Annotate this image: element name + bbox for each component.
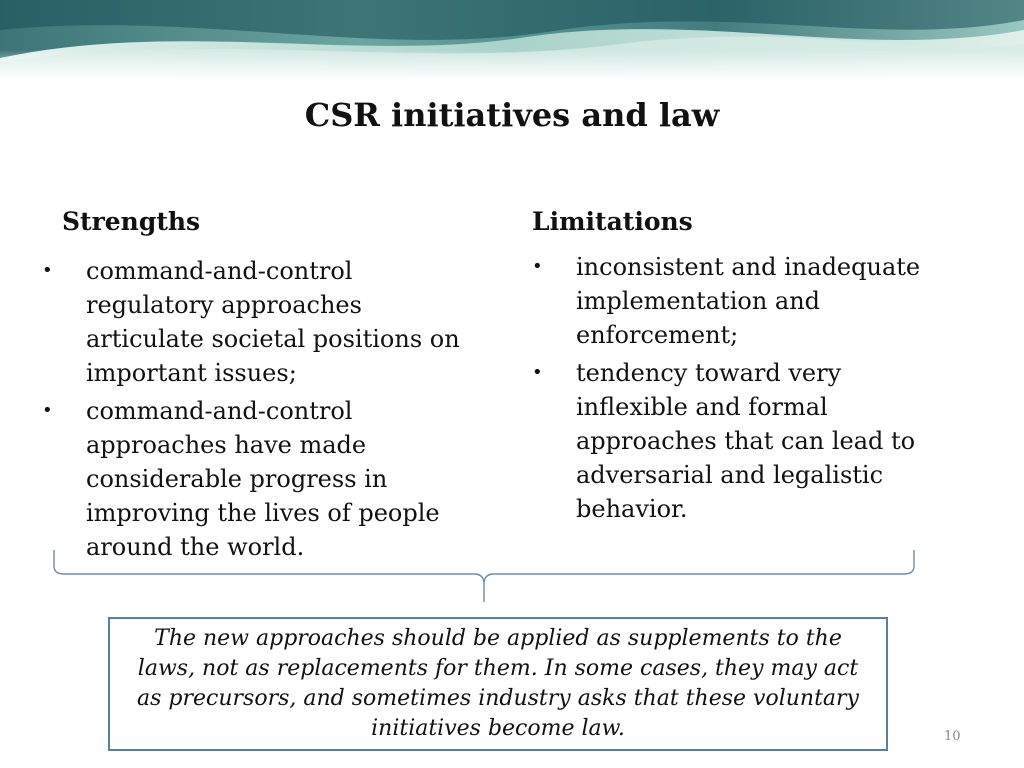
page-number: 10 <box>944 729 961 744</box>
limitations-heading: Limitations <box>532 207 693 236</box>
strengths-list <box>40 254 480 568</box>
curly-brace-connector <box>52 548 918 604</box>
limitations-bullet <box>530 356 930 526</box>
slide-title: CSR initiatives and law <box>304 96 720 134</box>
strengths-bullet <box>40 394 480 564</box>
bullet-icon: • <box>532 362 543 383</box>
limitations-bullet-text: inconsistent and inadequate implementation and enforcement; <box>576 253 921 349</box>
decorative-wave-banner <box>0 0 1024 80</box>
strengths-bullet-text: command-and-control approaches have made considerable progress in improving the lives of people around the world. <box>86 397 440 561</box>
bullet-icon: • <box>532 256 543 277</box>
strengths-heading: Strengths <box>62 207 201 236</box>
limitations-bullet-text: tendency toward very inflexible and formal approaches that can lead to adversarial and legalistic behavior. <box>576 359 916 523</box>
limitations-bullet <box>530 250 930 352</box>
strengths-bullet <box>40 254 480 390</box>
limitations-list <box>530 250 930 530</box>
callout-box <box>108 617 888 751</box>
bullet-icon: • <box>42 260 53 281</box>
bullet-icon: • <box>42 400 53 421</box>
strengths-bullet-text: command-and-control regulatory approaches articulate societal positions on important issues; <box>86 257 460 387</box>
callout-text: The new approaches should be applied as supplements to the laws, not as replacements for them. In some cases, they may act as precursors, and sometimes industry asks that these voluntary initiatives become law. <box>137 626 859 741</box>
